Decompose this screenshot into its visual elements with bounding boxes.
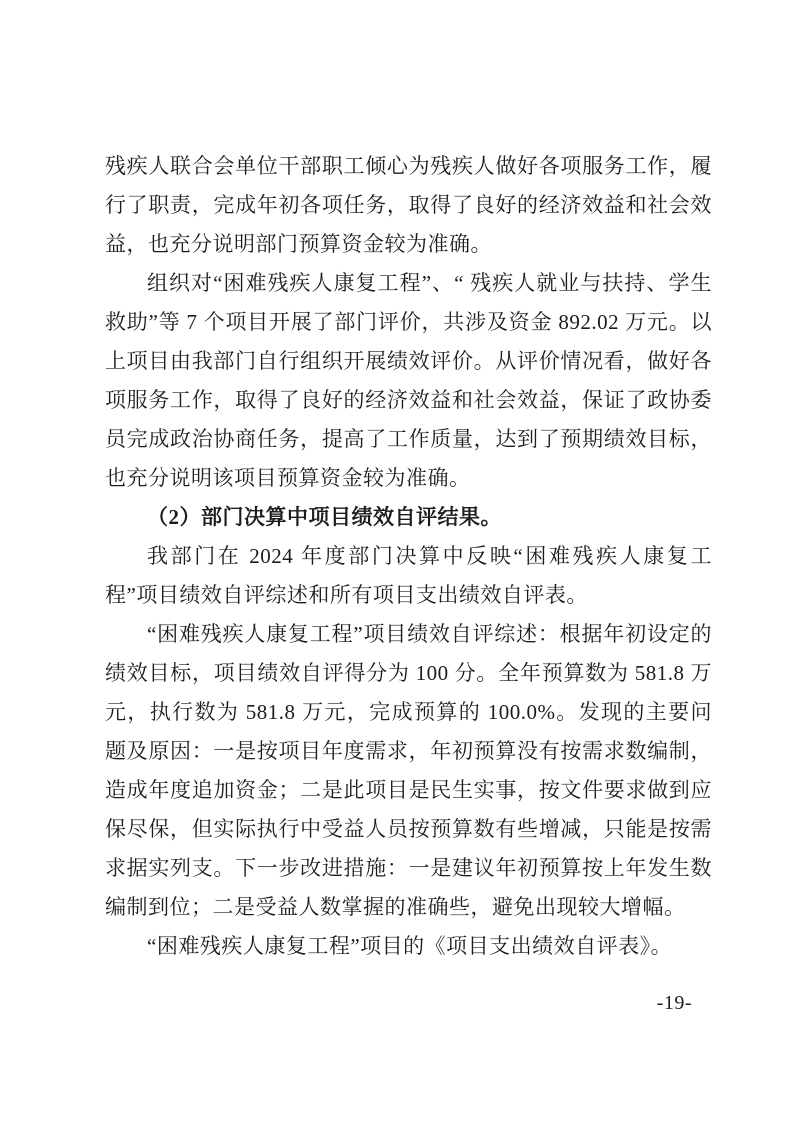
- paragraph-self-evaluation-table-reference: “困难残疾人康复工程”项目的《项目支出绩效自评表》。: [147, 934, 673, 958]
- document-body: [105, 147, 712, 966]
- paragraph-final-accounts-reflection: 我部门在 2024 年度部门决算中反映“困难残疾人康复工程”项目绩效自评综述和所有项目支出绩效自评表。: [105, 544, 712, 607]
- paragraph-department-evaluation: 组织对“困难残疾人康复工程”、“ 残疾人就业与扶持、学生救助”等 7 个项目开展了部门评价，共涉及资金 892.02 万元。以上项目由我部门自行组织开展绩效评价。从评价情况看，做好各项服务工作，取得了良好的经济效益和社会效益，保证了政协委员完成政治协商任务，提高了工作质量，达到了预期绩效目标，也充分说明该项目预算资金较为准确。: [105, 271, 712, 490]
- paragraph-continuation: 残疾人联合会单位干部职工倾心为残疾人做好各项服务工作，履行了职责，完成年初各项任务，取得了良好的经济效益和社会效益，也充分说明部门预算资金较为准确。: [105, 154, 712, 256]
- page-number: -19-: [656, 992, 692, 1014]
- paragraph-self-evaluation-summary: “困难残疾人康复工程”项目绩效自评综述：根据年初设定的绩效目标，项目绩效自评得分为 100 分。全年预算数为 581.8 万元，执行数为 581.8 万元，完成预算的 100.0%。发现的主要问题及原因：一是按项目年度需求，年初预算没有按需求数编制，造成年度追加资金；二是此项目是民生实事，按文件要求做到应保尽保，但实际执行中受益人员按预算数有些增减，只能是按需求据实列支。下一步改进措施：一是建议年初预算按上年发生数编制到位；二是受益人数掌握的准确些，避免出现较大增幅。: [105, 622, 712, 919]
- section-heading-self-evaluation-results: （2）部门决算中项目绩效自评结果。: [147, 505, 502, 529]
